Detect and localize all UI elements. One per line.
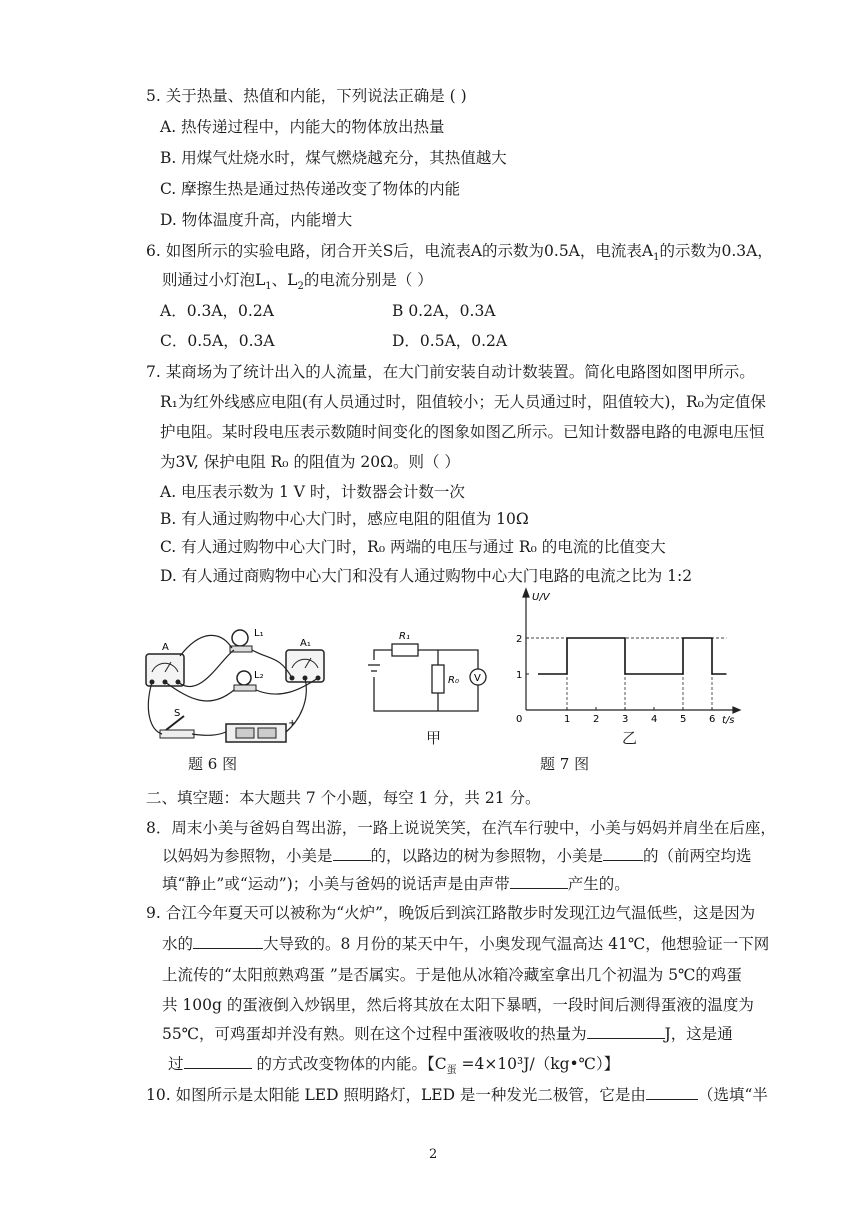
q7-option-a: A. 电压表示数为 1 V 时，计数器会计数一次 xyxy=(160,483,465,501)
q7-option-d: D. 有人通过商购物中心大门和没有人通过购物中心大门电路的电流之比为 1:2 xyxy=(160,567,693,585)
resistor-r0-label: R₀ xyxy=(448,675,459,686)
q7-option-b: B. 有人通过购物中心大门时，感应电阻的阻值为 10Ω xyxy=(160,510,529,528)
q9-l5b: J，这是通 xyxy=(664,1025,733,1043)
x-tick-label-0: 0 xyxy=(516,714,523,725)
q6-stem2-sub2: 2 xyxy=(297,281,304,293)
q8-line2 xyxy=(162,846,752,866)
q9-l6c: =4×10³J/（kg•℃）】 xyxy=(456,1055,620,1073)
figure-7-yi-label: 乙 xyxy=(622,729,638,747)
bulb-l2-icon xyxy=(234,671,256,691)
q6-option-b: B 0.2A，0.3A xyxy=(392,302,496,320)
q8-l2b: 的，以路边的树为参照物，小美是 xyxy=(370,847,604,865)
q6-stem2-b: 、L xyxy=(271,271,298,289)
q6-stem2-sub1: 1 xyxy=(265,281,272,293)
q6-option-c: C．0.5A，0.3A xyxy=(160,332,275,350)
figure-7-voltage-time-chart xyxy=(508,585,753,730)
q6-stem2-a: 则通过小灯泡L xyxy=(162,271,266,289)
q9-line3: 上流传的“太阳煎熟鸡蛋 ”是否属实。于是他从冰箱冷藏室拿出几个初温为 5℃的鸡蛋 xyxy=(162,966,742,984)
resistor-r0-icon xyxy=(432,665,444,693)
bulb-l1-icon xyxy=(230,630,252,652)
q8-blank-3[interactable] xyxy=(510,874,568,889)
resistor-r1-icon xyxy=(392,644,418,656)
voltmeter-label: V xyxy=(474,673,481,684)
q6-stem-line2 xyxy=(162,270,433,297)
q6-stem2-c: 的电流分别是（ ） xyxy=(303,271,433,289)
y-tick-label-2: 2 xyxy=(516,634,523,645)
q5-option-a: A. 热传递过程中，内能大的物体放出热量 xyxy=(160,118,445,136)
q9-blank-3[interactable] xyxy=(184,1054,252,1069)
switch-s-icon xyxy=(160,716,194,738)
q9-l6b: 的方式改变物体的内能。【C xyxy=(251,1055,447,1073)
voltage-series-line xyxy=(538,638,727,674)
q8-l2a: 以妈妈为参照物，小美是 xyxy=(162,847,333,865)
q6-option-a: A．0.3A，0.2A xyxy=(160,302,274,320)
q9-line6 xyxy=(168,1054,619,1081)
q7-stem-line4: 为3V, 保护电阻 R₀ 的阻值为 20Ω。则（ ） xyxy=(160,453,460,471)
y-axis-label: U/V xyxy=(532,592,550,603)
q6-stem-line1 xyxy=(146,241,773,268)
ammeter-a1-label: A₁ xyxy=(300,638,311,649)
x-tick-label-5: 5 xyxy=(680,714,687,725)
q5-option-c: C. 摩擦生热是通过热传递改变了物体的内能 xyxy=(160,180,461,198)
x-tick-label-2: 2 xyxy=(593,714,600,725)
q10-line1 xyxy=(146,1085,768,1105)
q9-line5 xyxy=(162,1024,733,1044)
figure-7-circuit xyxy=(366,625,501,725)
q5-option-b: B. 用煤气灶烧水时，煤气燃烧越充分，其热值越大 xyxy=(160,149,507,167)
figure-7-caption: 题 7 图 xyxy=(540,755,590,773)
q10-l1b: （选填“半 xyxy=(697,1086,768,1104)
q8-l3b: 产生的。 xyxy=(567,875,630,893)
q9-l6a: 过 xyxy=(168,1055,184,1073)
resistor-r1-label: R₁ xyxy=(399,631,410,642)
q6-stem1-b: 的示数为0.3A， xyxy=(659,242,773,260)
x-tick-label-6: 6 xyxy=(709,714,716,725)
q9-blank-1[interactable] xyxy=(193,934,263,949)
q7-stem-line1: 7. 某商场为了统计出入的人流量，在大门前安装自动计数装置。简化电路图如图甲所示。 xyxy=(146,363,755,381)
q8-blank-1[interactable] xyxy=(333,846,371,861)
figure-7-jia-label: 甲 xyxy=(426,729,442,747)
ammeter-a-label: A xyxy=(162,642,169,653)
figure-6-caption: 题 6 图 xyxy=(188,755,238,773)
q9-l5a: 55℃，可鸡蛋却并没有熟。则在这个过程中蛋液吸收的热量为 xyxy=(162,1025,587,1043)
y-axis-arrow-icon xyxy=(523,589,529,597)
x-axis-arrow-icon xyxy=(733,707,740,713)
q9-l2b: 大导致的。8 月份的某天中午，小奥发现气温高达 41℃，他想验证一下网 xyxy=(263,935,770,953)
q9-l6-sub: 蛋 xyxy=(446,1065,457,1077)
switch-s-label: S xyxy=(174,708,181,719)
q6-option-d: D．0.5A，0.2A xyxy=(392,332,508,350)
q7-stem-line3: 护电阻。某时段电压表示数随时间变化的图象如图乙所示。已知计数器电路的电源电压恒 xyxy=(160,423,765,441)
q7-stem-line2: R₁为红外线感应电阻(有人员通过时，阻值较小；无人员通过时，阻值较大)，R₀为定值保 xyxy=(160,393,766,411)
q6-stem1-a: 6. 如图所示的实验电路，闭合开关S后，电流表A的示数为0.5A，电流表A xyxy=(146,242,654,260)
y-tick-label-1: 1 xyxy=(516,670,523,681)
figure-6-circuit xyxy=(140,620,330,750)
q9-blank-2[interactable] xyxy=(587,1024,665,1039)
q9-line1: 9. 合江今年夏天可以被称为“火炉”，晚饭后到滨江路散步时发现江边气温低些，这是因为 xyxy=(146,904,756,922)
x-axis-label: t/s xyxy=(722,715,735,726)
q10-blank-1[interactable] xyxy=(646,1085,698,1100)
bulb-l1-label: L₁ xyxy=(254,628,264,639)
q8-blank-2[interactable] xyxy=(603,846,643,861)
q9-l2a: 水的 xyxy=(162,935,194,953)
ammeter-a-icon xyxy=(146,654,184,686)
q10-l1a: 10. 如图所示是太阳能 LED 照明路灯，LED 是一种发光二极管，它是由 xyxy=(146,1086,646,1104)
svg-text:+: + xyxy=(288,718,297,729)
q5-option-d: D. 物体温度升高，内能增大 xyxy=(160,211,353,229)
q8-l2c: 的（前两空均选 xyxy=(643,847,752,865)
q6-stem1-sub: 1 xyxy=(653,252,660,264)
q9-line4: 共 100g 的蛋液倒入炒锅里，然后将其放在太阳下暴晒，一段时间后测得蛋液的温度为 xyxy=(162,996,754,1014)
bulb-l2-label: L₂ xyxy=(254,670,264,681)
q7-option-c: C. 有人通过购物中心大门时，R₀ 两端的电压与通过 R₀ 的电流的比值变大 xyxy=(160,538,666,556)
x-tick-label-1: 1 xyxy=(564,714,571,725)
x-tick-label-4: 4 xyxy=(651,714,658,725)
q8-l3a: 填“静止”或“运动”)；小美与爸妈的说话声是由声带 xyxy=(162,875,510,893)
q8-line3 xyxy=(162,874,630,894)
q9-line2 xyxy=(162,934,769,954)
section-2-heading: 二、填空题：本大题共 7 个小题，每空 1 分，共 21 分。 xyxy=(146,789,541,807)
page-number: 2 xyxy=(429,1147,438,1162)
q5-stem: 5. 关于热量、热值和内能，下列说法正确是 ( ) xyxy=(146,87,467,105)
q8-line1: 8．周末小美与爸妈自驾出游，一路上说说笑笑，在汽车行驶中，小美与妈妈并肩坐在后座， xyxy=(146,819,776,837)
x-tick-label-3: 3 xyxy=(622,714,629,725)
battery-box-icon xyxy=(226,718,296,742)
